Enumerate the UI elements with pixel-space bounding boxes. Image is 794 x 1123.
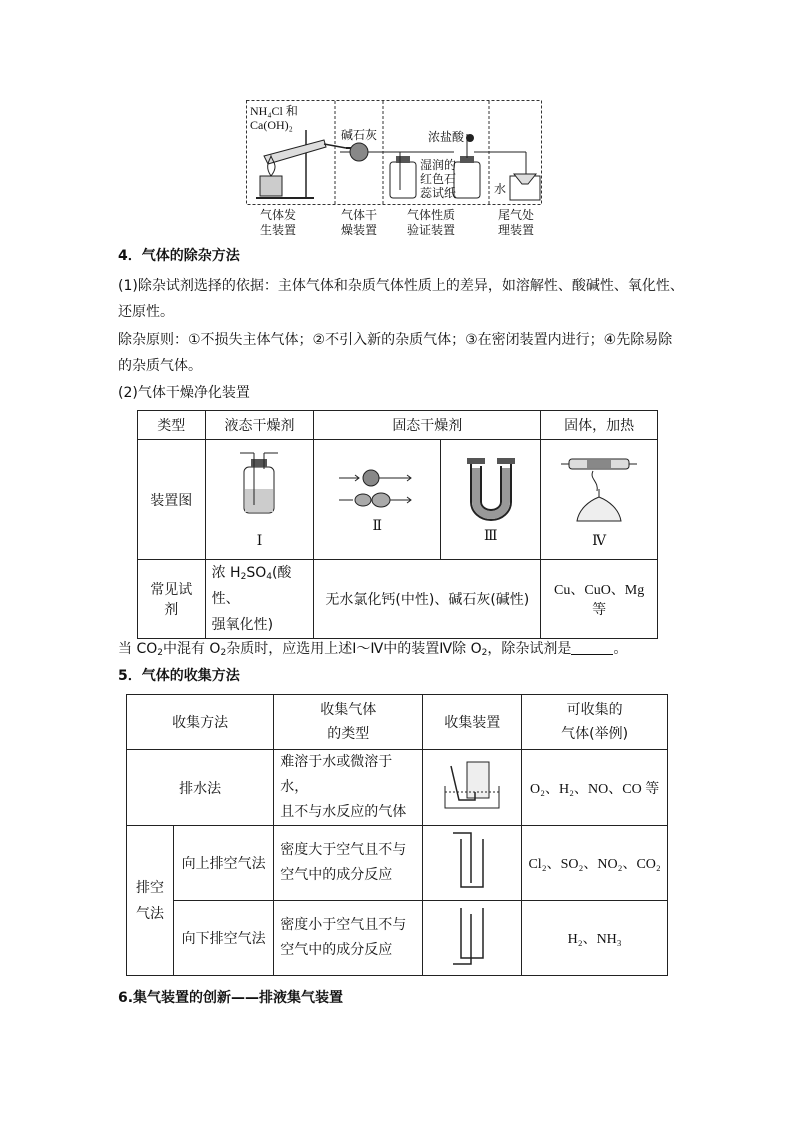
reagents-label-2: Ca(OH)₂ bbox=[250, 118, 293, 132]
header-liquid: 液态干燥剂 bbox=[205, 411, 314, 440]
device-III-label: Ⅲ bbox=[483, 529, 498, 544]
answer-blank[interactable] bbox=[571, 639, 613, 655]
soda-lime-label: 碱石灰 bbox=[341, 128, 378, 142]
device-II-label: Ⅱ bbox=[372, 519, 383, 534]
caption-drying: 气体干 燥装置 bbox=[340, 208, 377, 237]
section4-p1-line1: (1)除杂试剂选择的依据：主体气体和杂质气体性质上的差异，如溶解性、酸碱性、氧化性、 bbox=[118, 278, 684, 294]
gas-washing-bottle-icon bbox=[236, 449, 282, 529]
paper-label-2: 红色石 bbox=[420, 172, 457, 186]
device-downward bbox=[423, 901, 522, 976]
section4-p3: (2)气体干燥净化装置 bbox=[118, 385, 250, 401]
apparatus-figure bbox=[246, 100, 542, 240]
caption-generation: 气体发 生装置 bbox=[259, 208, 296, 237]
device-I bbox=[205, 440, 314, 560]
heat-reagent: Cu、CuO、Mg 等 bbox=[541, 560, 658, 639]
header-gas-type: 收集气体 的类型 bbox=[274, 695, 423, 750]
device-IV bbox=[541, 440, 658, 560]
section4-p1-line2: 还原性。 bbox=[118, 304, 174, 320]
device-water bbox=[423, 750, 522, 826]
upward-air-displacement-icon bbox=[447, 829, 497, 893]
row-device-label: 装置图 bbox=[138, 440, 206, 560]
method-downward: 向下排空气法 bbox=[174, 901, 274, 976]
collection-methods-table bbox=[126, 694, 668, 976]
examples-downward: H₂、NH₃ bbox=[522, 901, 668, 976]
paper-label-1: 湿润的 bbox=[420, 158, 457, 172]
water-label: 水 bbox=[494, 182, 507, 196]
reagents-label-1: NH₄Cl 和 bbox=[250, 104, 298, 118]
u-tube-icon bbox=[461, 454, 521, 524]
header-heat: 固体，加热 bbox=[541, 411, 658, 440]
caption-tail-gas: 尾气处 理装置 bbox=[497, 208, 534, 237]
conc-hcl-label: 浓盐酸 bbox=[428, 130, 465, 144]
type-water: 难溶于水或微溶于水， 且不与水反应的气体 bbox=[274, 750, 423, 826]
liquid-reagent: 浓 $H_2SO_4$(酸性、 强氧化性) bbox=[205, 560, 314, 639]
section6-heading: 6.集气装置的创新——排液集气装置 bbox=[118, 990, 344, 1006]
caption-verification: 气体性质 验证装置 bbox=[406, 208, 455, 237]
heated-tube-icon bbox=[559, 449, 639, 529]
examples-water: O₂、H₂、NO、CO 等 bbox=[522, 750, 668, 826]
downward-air-displacement-icon bbox=[447, 904, 497, 968]
header-device: 收集装置 bbox=[423, 695, 522, 750]
drying-devices-table bbox=[137, 410, 658, 639]
air-method-group: 排空 气法 bbox=[127, 826, 174, 976]
section4-p2-line2: 的杂质气体。 bbox=[118, 358, 202, 374]
header-solid: 固态干燥剂 bbox=[314, 411, 541, 440]
device-II bbox=[314, 440, 441, 560]
header-type: 类型 bbox=[138, 411, 206, 440]
device-III bbox=[441, 440, 541, 560]
device-upward bbox=[423, 826, 522, 901]
solid-reagent: 无水氯化钙(中性)、碱石灰(碱性) bbox=[314, 560, 541, 639]
paper-label-3: 蕊试纸 bbox=[420, 186, 457, 200]
drying-tube-icon bbox=[337, 464, 417, 514]
method-water: 排水法 bbox=[127, 750, 274, 826]
row-reagent-label: 常见试剂 bbox=[138, 560, 206, 639]
section4-p2-line1: 除杂原则：①不损失主体气体；②不引入新的杂质气体；③在密闭装置内进行；④先除易除 bbox=[118, 332, 673, 348]
examples-upward: Cl₂、SO₂、NO₂、CO₂ bbox=[522, 826, 668, 901]
section5-heading: 5．气体的收集方法 bbox=[118, 668, 240, 684]
method-upward: 向上排空气法 bbox=[174, 826, 274, 901]
question-line: 当 $CO_2$中混有 $O_2$杂质时，应选用上述Ⅰ～Ⅳ中的装置Ⅳ除 $O_2$，除杂试剂是 。 bbox=[118, 641, 628, 658]
device-I-label: Ⅰ bbox=[256, 534, 263, 549]
section4-heading: 4．气体的除杂方法 bbox=[118, 248, 240, 264]
header-method: 收集方法 bbox=[127, 695, 274, 750]
water-displacement-icon bbox=[439, 758, 505, 814]
header-examples: 可收集的 气体(举例) bbox=[522, 695, 668, 750]
type-upward: 密度大于空气且不与 空气中的成分反应 bbox=[274, 826, 423, 901]
type-downward: 密度小于空气且不与 空气中的成分反应 bbox=[274, 901, 423, 976]
device-IV-label: Ⅳ bbox=[592, 534, 607, 549]
